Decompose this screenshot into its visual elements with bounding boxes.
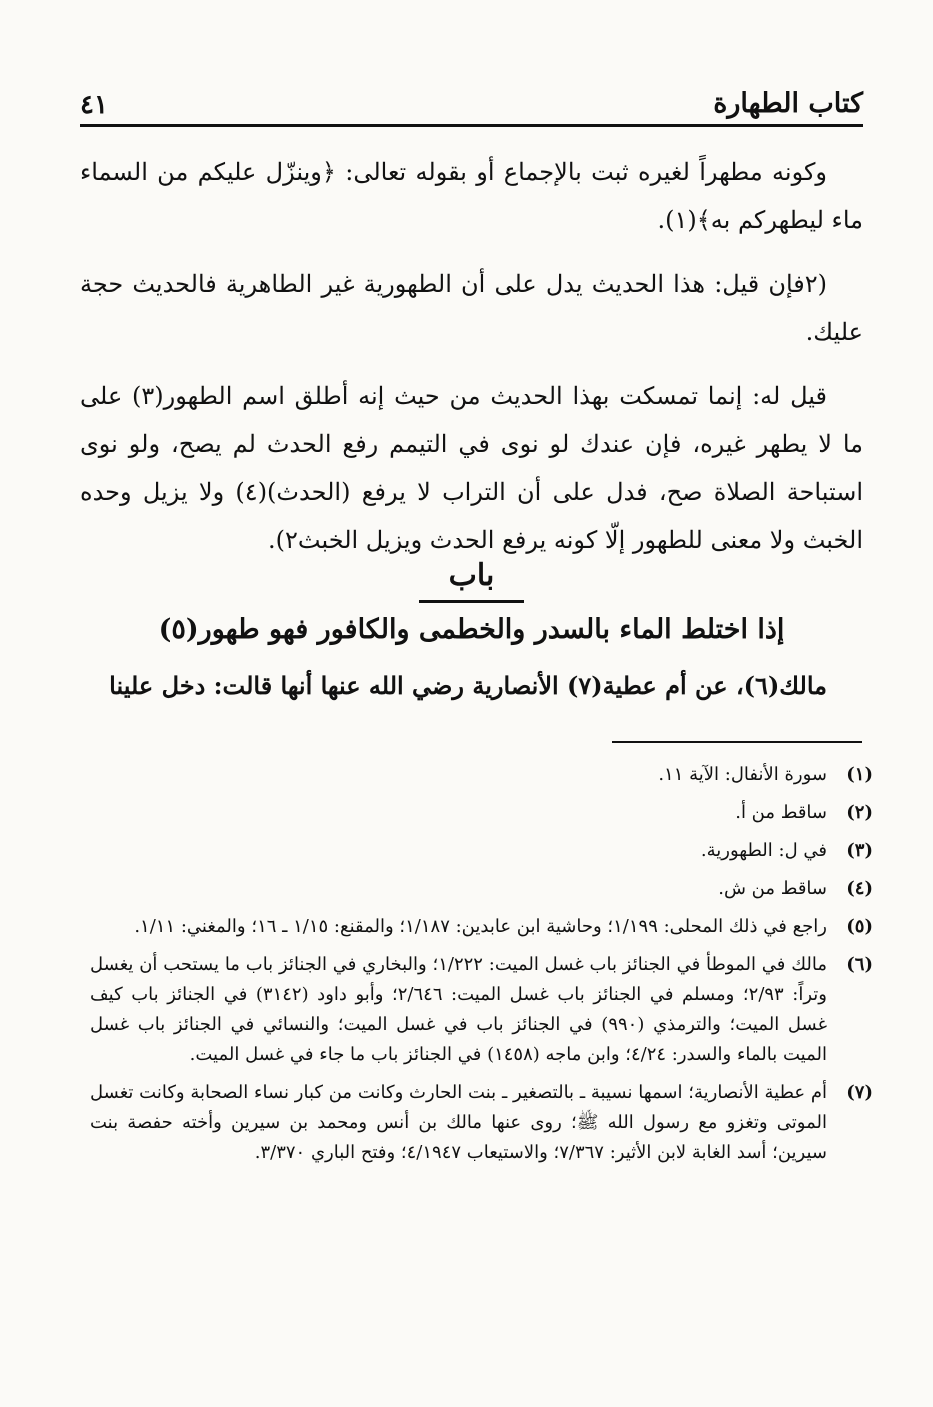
footnote — [90, 1078, 873, 1168]
footnote — [90, 912, 873, 942]
footnotes — [90, 760, 873, 1176]
footnote-number: (١) — [846, 764, 873, 785]
footnote — [90, 836, 873, 866]
footnote-number: (٥) — [846, 916, 873, 937]
footnote-text: ساقط من أ. — [735, 802, 827, 823]
footnote-text: مالك في الموطأ في الجنائز باب غسل الميت: ١/٢٢٢؛ والبخاري في الجنائز باب ما يستحب أن يغسل وتراً: ٢/٩٣؛ ومسلم في الجنائز باب غسل الميت: ٢/٦٤٦؛ وأبو داود (٣١٤٢) في الجنائز باب كيف غسل الميت؛ والترمذي (٩٩٠) في الجنائز باب في غسل الميت؛ والنسائي في الجنائز باب غسل الميت بالماء والسدر: ٤/٢٤؛ وابن ماجه (١٤٥٨) في الجنائز باب ما جاء في غسل الميت. — [90, 954, 827, 1065]
bab-label: باب — [419, 556, 525, 603]
footnote-number: (٣) — [846, 840, 873, 861]
footnote-number: (٧) — [846, 1082, 873, 1103]
footnote-number: (٤) — [846, 878, 873, 899]
footnote-text: في ل: الطهورية. — [700, 840, 827, 861]
footnote — [90, 874, 873, 904]
footnote-text: أم عطية الأنصارية؛ اسمها نسيبة ـ بالتصغير ـ بنت الحارث وكانت من كبار نساء الصحابة وكانت تغسل الموتى وتغزو مع رسول الله ﷺ؛ روى عنها مالك بن أنس ومحمد بن سيرين وأخته حفصة بنت سيرين؛ أسد الغابة لابن الأثير: ٧/٣٦٧؛ والاستيعاب ٤/١٩٤٧؛ وفتح الباري ٣/٣٧٠. — [90, 1082, 827, 1163]
footnote-text: راجع في ذلك المحلى: ١/١٩٩؛ وحاشية ابن عابدين: ١/١٨٧؛ والمقنع: ١/١٥ ـ ١٦؛ والمغني: ١/١١. — [134, 916, 827, 937]
page-header — [80, 84, 863, 127]
footnote-number: (٦) — [846, 954, 873, 975]
main-text — [80, 148, 863, 580]
section-title: إذا اختلط الماء بالسدر والخطمى والكافور فهو طهور(٥) — [158, 614, 785, 645]
paragraph: وكونه مطهراً لغيره ثبت بالإجماع أو بقوله تعالى: ﴿وينزّل عليكم من السماء ماء ليطهركم به﴾(١). — [80, 158, 863, 234]
paragraph: قيل له: إنما تمسكت بهذا الحديث من حيث إنه أطلق اسم الطهور(٣) على ما لا يطهر غيره، فإن عندك لو نوى في التيمم رفع الحدث لم يصح، ولو نوى استباحة الصلاة صح، فدل على أن التراب لا يرفع (الحدث)(٤) ولا يزيل وحده الخبث ولا معنى للطهور إلّا كونه يرفع الحدث ويزيل الخبث٢). — [80, 382, 863, 554]
paragraph: (٢فإن قيل: هذا الحديث يدل على أن الطهورية غير الطاهرية فالحديث حجة عليك. — [80, 270, 863, 346]
footnote — [90, 950, 873, 1070]
page-number: ٤١ — [80, 90, 108, 120]
footnote-number: (٢) — [846, 802, 873, 823]
footnote-text: سورة الأنفال: الآية ١١. — [658, 764, 827, 785]
footnote — [90, 760, 873, 790]
section-opening-text: مالك(٦)، عن أم عطية(٧) الأنصارية رضي الله عنها أنها قالت: دخل علينا — [109, 671, 827, 700]
footnote — [90, 798, 873, 828]
section-heading-bab — [80, 556, 863, 603]
footnote-divider — [612, 741, 862, 743]
running-title: كتاب الطهارة — [713, 88, 863, 119]
footnote-text: ساقط من ش. — [718, 878, 827, 899]
